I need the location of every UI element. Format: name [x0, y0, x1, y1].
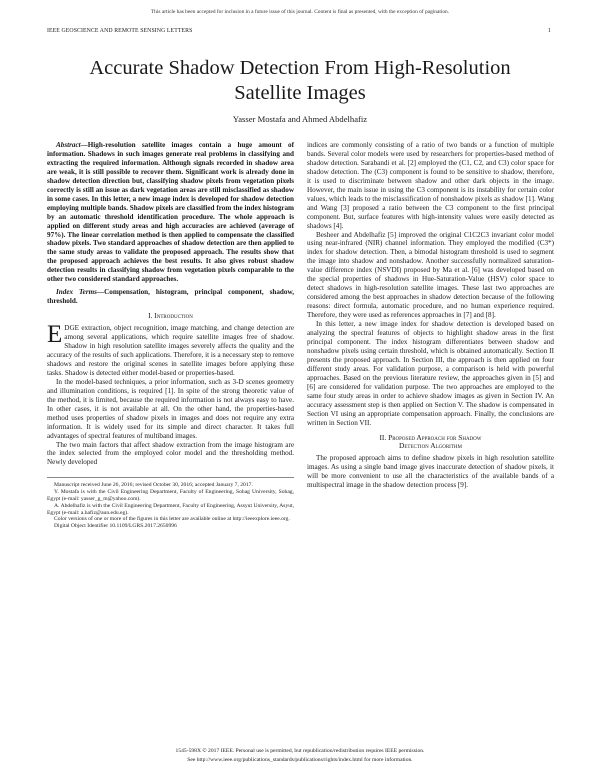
- acceptance-note: This article has been accepted for inclusion in a future issue of this journal. Content is final as presented, with the exception of pagination.: [150, 9, 450, 15]
- intro-paragraph-1: EDGE extraction, object recognition, image matching, and change detection are among several applications, which require satellite images free of shadow. Shadow in high resolution satellite images severely affects the quality and the accuracy of the results of such applications. Therefore, it is a necessary step to remove shadows and restore the original scenes in satellite images before applying these tasks. Shadow is detected either model-based or properties-based.: [47, 321, 294, 377]
- intro-paragraph-2: In the model-based techniques, a prior information, such as 3-D scenes geometry and illumination conditions, is required [1]. In spite of the strong theoretic value of the method, it is limited, because the required information is not always easy to have. In other cases, it is not available at all. On the other hand, the properties-based method uses properties of shadow pixels in images and does not require any extra information. It is widely used for its simple and direct character. It takes full advantages of spectral features of multiband images.: [47, 377, 294, 440]
- authors: Yasser Mostafa and Ahmed Abdelhafiz: [232, 114, 368, 124]
- footnote-author-1: Y. Mostafa is with the Civil Engineering Department, Faculty of Engineering, Sohag University, Sohag, Egypt (e-mail: yasser_g_m@yahoo.com).: [47, 489, 294, 502]
- abstract-text: High-resolution satellite images contain a huge amount of information. Shadows in such images generate real problems in classifying and extracting the required information. Although signals recorded in shadow area are weak, it is still possible to recover them. Significant work is already done in shadow detection direction but, classifying shadow pixels from vegetation pixels correctly is still an issue as dark vegetation areas are still misclassified as shadow in some cases. In this letter, a new image index is developed for shadow detection employing multiple bands. Shadow pixels are classified from the index histogram by an automatic threshold identification procedure. The whole approach is applied on different study areas and high accuracies are achieved (average of 97%). The linear correlation method is then applied to compensate the classified shadow pixels. Two standard approaches of shadow detection are then applied to the same study areas to validate the proposed approach. The results show that the proposed approach achieves the best results. It also gives robust shadow detection results in classifying shadow from vegetation pixels comparable to the other two considered standard approaches.: [47, 141, 294, 284]
- page-number: 1: [548, 28, 551, 34]
- footnote-color: Color versions of one or more of the figures in this letter are available online at http://ieeexplore.ieee.org.: [54, 516, 290, 523]
- section-heading-introduction: I. Introduction: [148, 311, 193, 321]
- intro-paragraph-3: The two main factors that affect shadow extraction from the image histogram are the index selected from the employed color model and the thresholding method. Newly developed: [47, 440, 294, 467]
- abstract: [47, 141, 294, 284]
- index-terms: [47, 288, 294, 306]
- rights-link-notice: See http://www.ieee.org/publications_standards/publications/rights/index.html for more information.: [187, 757, 413, 763]
- left-column: [47, 141, 294, 530]
- right-paragraph-4: The proposed approach aims to define shadow pixels in high resolution satellite images. As using a single band image gives inaccurate detection of shadow pixels, it will be more convenient to use all the characteristics of the available bands of a multispectral image in the shadow detection process [9].: [307, 454, 554, 490]
- footnotes: [47, 477, 294, 530]
- index-terms-text: Compensation, histogram, principal component, shadow, threshold.: [47, 288, 294, 306]
- footnote-manuscript: Manuscript received June 26, 2016; revised October 30, 2016; accepted January 7, 2017.: [54, 482, 253, 489]
- right-column: [307, 141, 554, 490]
- title-line-1: Accurate Shadow Detection From High-Resolution: [89, 57, 511, 79]
- paper-title: [40, 56, 560, 106]
- heading-line-2: Detection Algorithm: [399, 441, 462, 451]
- abstract-label: Abstract—: [56, 141, 88, 149]
- section-heading-proposed-approach: [307, 434, 554, 452]
- journal-name: IEEE GEOSCIENCE AND REMOTE SENSING LETTERS: [47, 28, 193, 34]
- right-paragraph-2: Besheer and Abdelhafiz [5] improved the original C1C2C3 invariant color model using near-infrared (NIR) channel information. They employed the modified (C3*) index for shadow detection. Then, a bimodal histogram threshold is used to segment the image into shadow and nonshadow. Another successfully normalized saturation-value difference index (NSVDI) proposed by Ma et al. [6] was developed based on the special properties of shadows in Hue-Saturation-Value (HSV) color space to detect shadows in high-resolution satellite images. These last two approaches are considered among the best approaches in shadow detection because of the following reasons: direct formula, automatic procedure, and no human experience required. Therefore, they were used as references approaches in [7] and [8].: [307, 230, 554, 320]
- drop-cap: E: [47, 321, 63, 349]
- right-paragraph-3: In this letter, a new image index for shadow detection is developed based on analyzing the spectral features of objects to highlight shadow areas in the first principal component. The index histogram differentiates between shadow and nonshadow pixels using certain threshold, which is obtained automatically. Section II presents the proposed approach. In Section III, the approach is then applied on four different study areas. For validation purpose, a comparison is held with powerful approaches. Based on the previous literature review, the approaches given in [5] and [6] are considered for validation purpose. The two approaches are employed to the same four study areas in order to achieve shadow images as given in Section IV. An accuracy assessment step is then applied on Section V. The shadow is compensated in Section VI using an appropriate compensation approach. Finally, the conclusions are written in Section VII.: [307, 320, 554, 427]
- index-terms-label: Index Terms—: [56, 288, 105, 297]
- title-line-2: Satellite Images: [234, 82, 366, 104]
- right-paragraph-1: indices are commonly consisting of a ratio of two bands or a function of multiple bands. Several color models were used by researchers for properties-based method of shadow detection. Sarabandi et al. [2] employed the (C1, C2, and C3) color space for shadow detection. The (C3) component is found to be sensitive to shadow, therefore, it is used to discriminate between shadow and other dark objects in the image. However, the main issue in using the C3 component is its instability for certain color values, which leads to the misclassification of nonshadow pixels as shadow [1]. Wang and Wang [3] proposed a ratio between the C3 component to the first principal component. But, surface features with high-intensity values were easily detected as shadows [4].: [307, 141, 554, 230]
- footnote-doi: Digital Object Identifier 10.1109/LGRS.2017.2650996: [54, 523, 177, 530]
- copyright-notice: 1545-598X © 2017 IEEE. Personal use is permitted, but republication/redistribution requires IEEE permission.: [175, 748, 425, 754]
- footnote-author-2: A. Abdelhafiz is with the Civil Engineering Department, Faculty of Engineering, Assyut University, Asyut, Egypt (e-mail: a.hafiz@aun.edu.eg).: [47, 502, 294, 516]
- heading-line-1: II. Proposed Approach for Shadow: [379, 432, 482, 442]
